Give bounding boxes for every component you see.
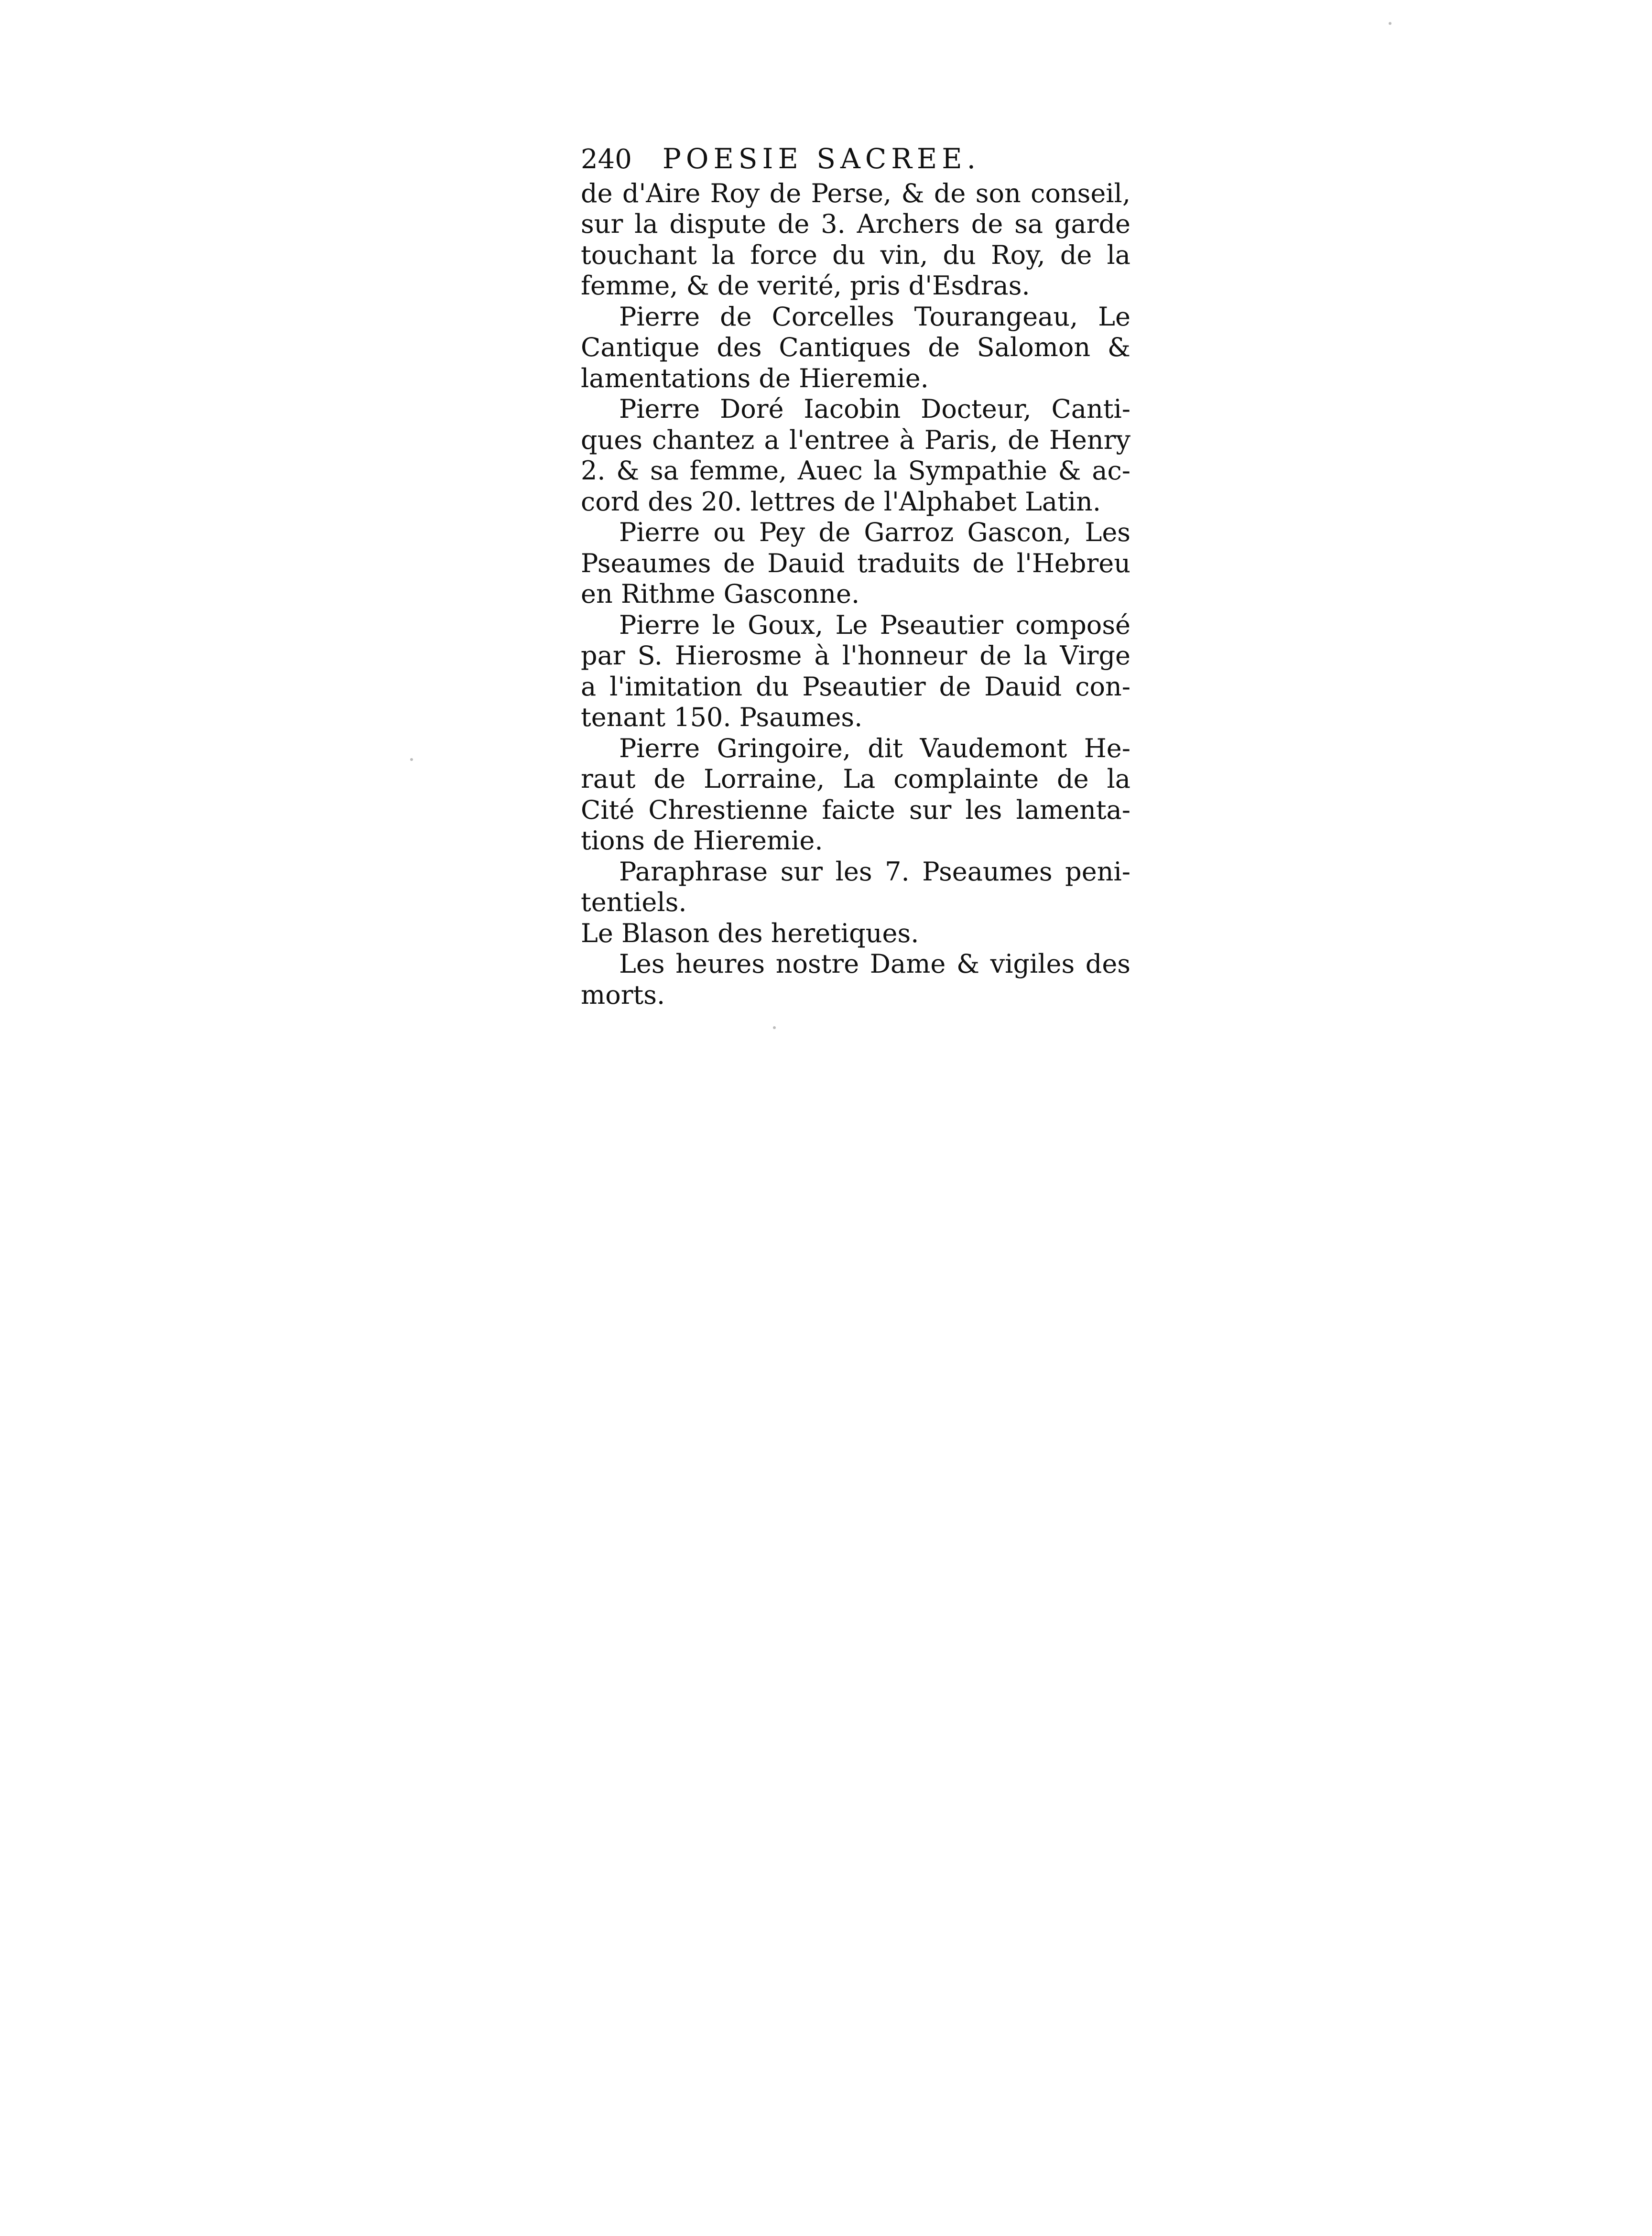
text-line: Cantique des Cantiques de Salomon & [581,332,1130,362]
catalog-entry [581,949,1130,1010]
text-line: cord des 20. lettres de l'Alphabet Latin. [581,486,1101,517]
running-title: POESIE SACREE. [662,142,981,175]
entry-list [581,178,1130,1011]
text-line: lamentations de Hieremie. [581,363,929,393]
text-line: en Rithme Gasconne. [581,579,860,609]
text-line: Pseaumes de Dauid traduits de l'Hebreu [581,548,1130,578]
text-line: Le Blason des heretiques. [581,918,919,948]
text-line: raut de Lorraine, La complainte de la [581,764,1130,794]
paper-speck [773,1026,776,1029]
text-line: par S. Hierosme à l'honneur de la Virge [581,640,1130,671]
text-line: 2. & sa femme, Auec la Sympathie & ac- [581,456,1130,486]
catalog-entry [581,857,1130,918]
catalog-entry [581,178,1130,302]
text-line: Pierre ou Pey de Garroz Gascon, Les [619,517,1130,547]
paper-speck [410,758,413,761]
text-line: Cité Chrestienne faicte sur les lamenta- [581,794,1130,825]
paper-speck [1389,22,1391,25]
running-head [581,143,1130,175]
text-line: touchant la force du vin, du Roy, de la [581,239,1130,270]
text-line: Pierre Doré Iacobin Docteur, Canti- [619,394,1130,424]
text-line: de d'Aire Roy de Perse, & de son conseil, [581,178,1130,208]
catalog-entry [581,733,1130,857]
text-line: Les heures nostre Dame & vigiles des [619,949,1130,979]
text-line: Pierre Gringoire, dit Vaudemont He- [619,733,1130,763]
text-line: tenant 150. Psaumes. [581,702,863,732]
page-number: 240 [581,144,632,175]
catalog-entry [581,302,1130,394]
catalog-entry [581,610,1130,733]
text-line: tentiels. [581,887,687,917]
text-line: sur la dispute de 3. Archers de sa garde [581,209,1130,239]
page-text [581,143,1130,1010]
text-line: ques chantez a l'entree à Paris, de Henry [581,424,1130,455]
catalog-entry [581,918,1130,949]
text-line: morts. [581,979,665,1010]
text-line: a l'imitation du Pseautier de Dauid con- [581,671,1130,702]
catalog-entry [581,517,1130,610]
text-line: Pierre de Corcelles Tourangeau, Le [619,301,1130,332]
catalog-entry [581,394,1130,517]
text-line: Pierre le Goux, Le Pseautier composé [619,609,1130,640]
text-line: Paraphrase sur les 7. Pseaumes peni- [619,856,1130,887]
text-line: femme, & de verité, pris d'Esdras. [581,271,1030,301]
text-line: tions de Hieremie. [581,825,823,856]
